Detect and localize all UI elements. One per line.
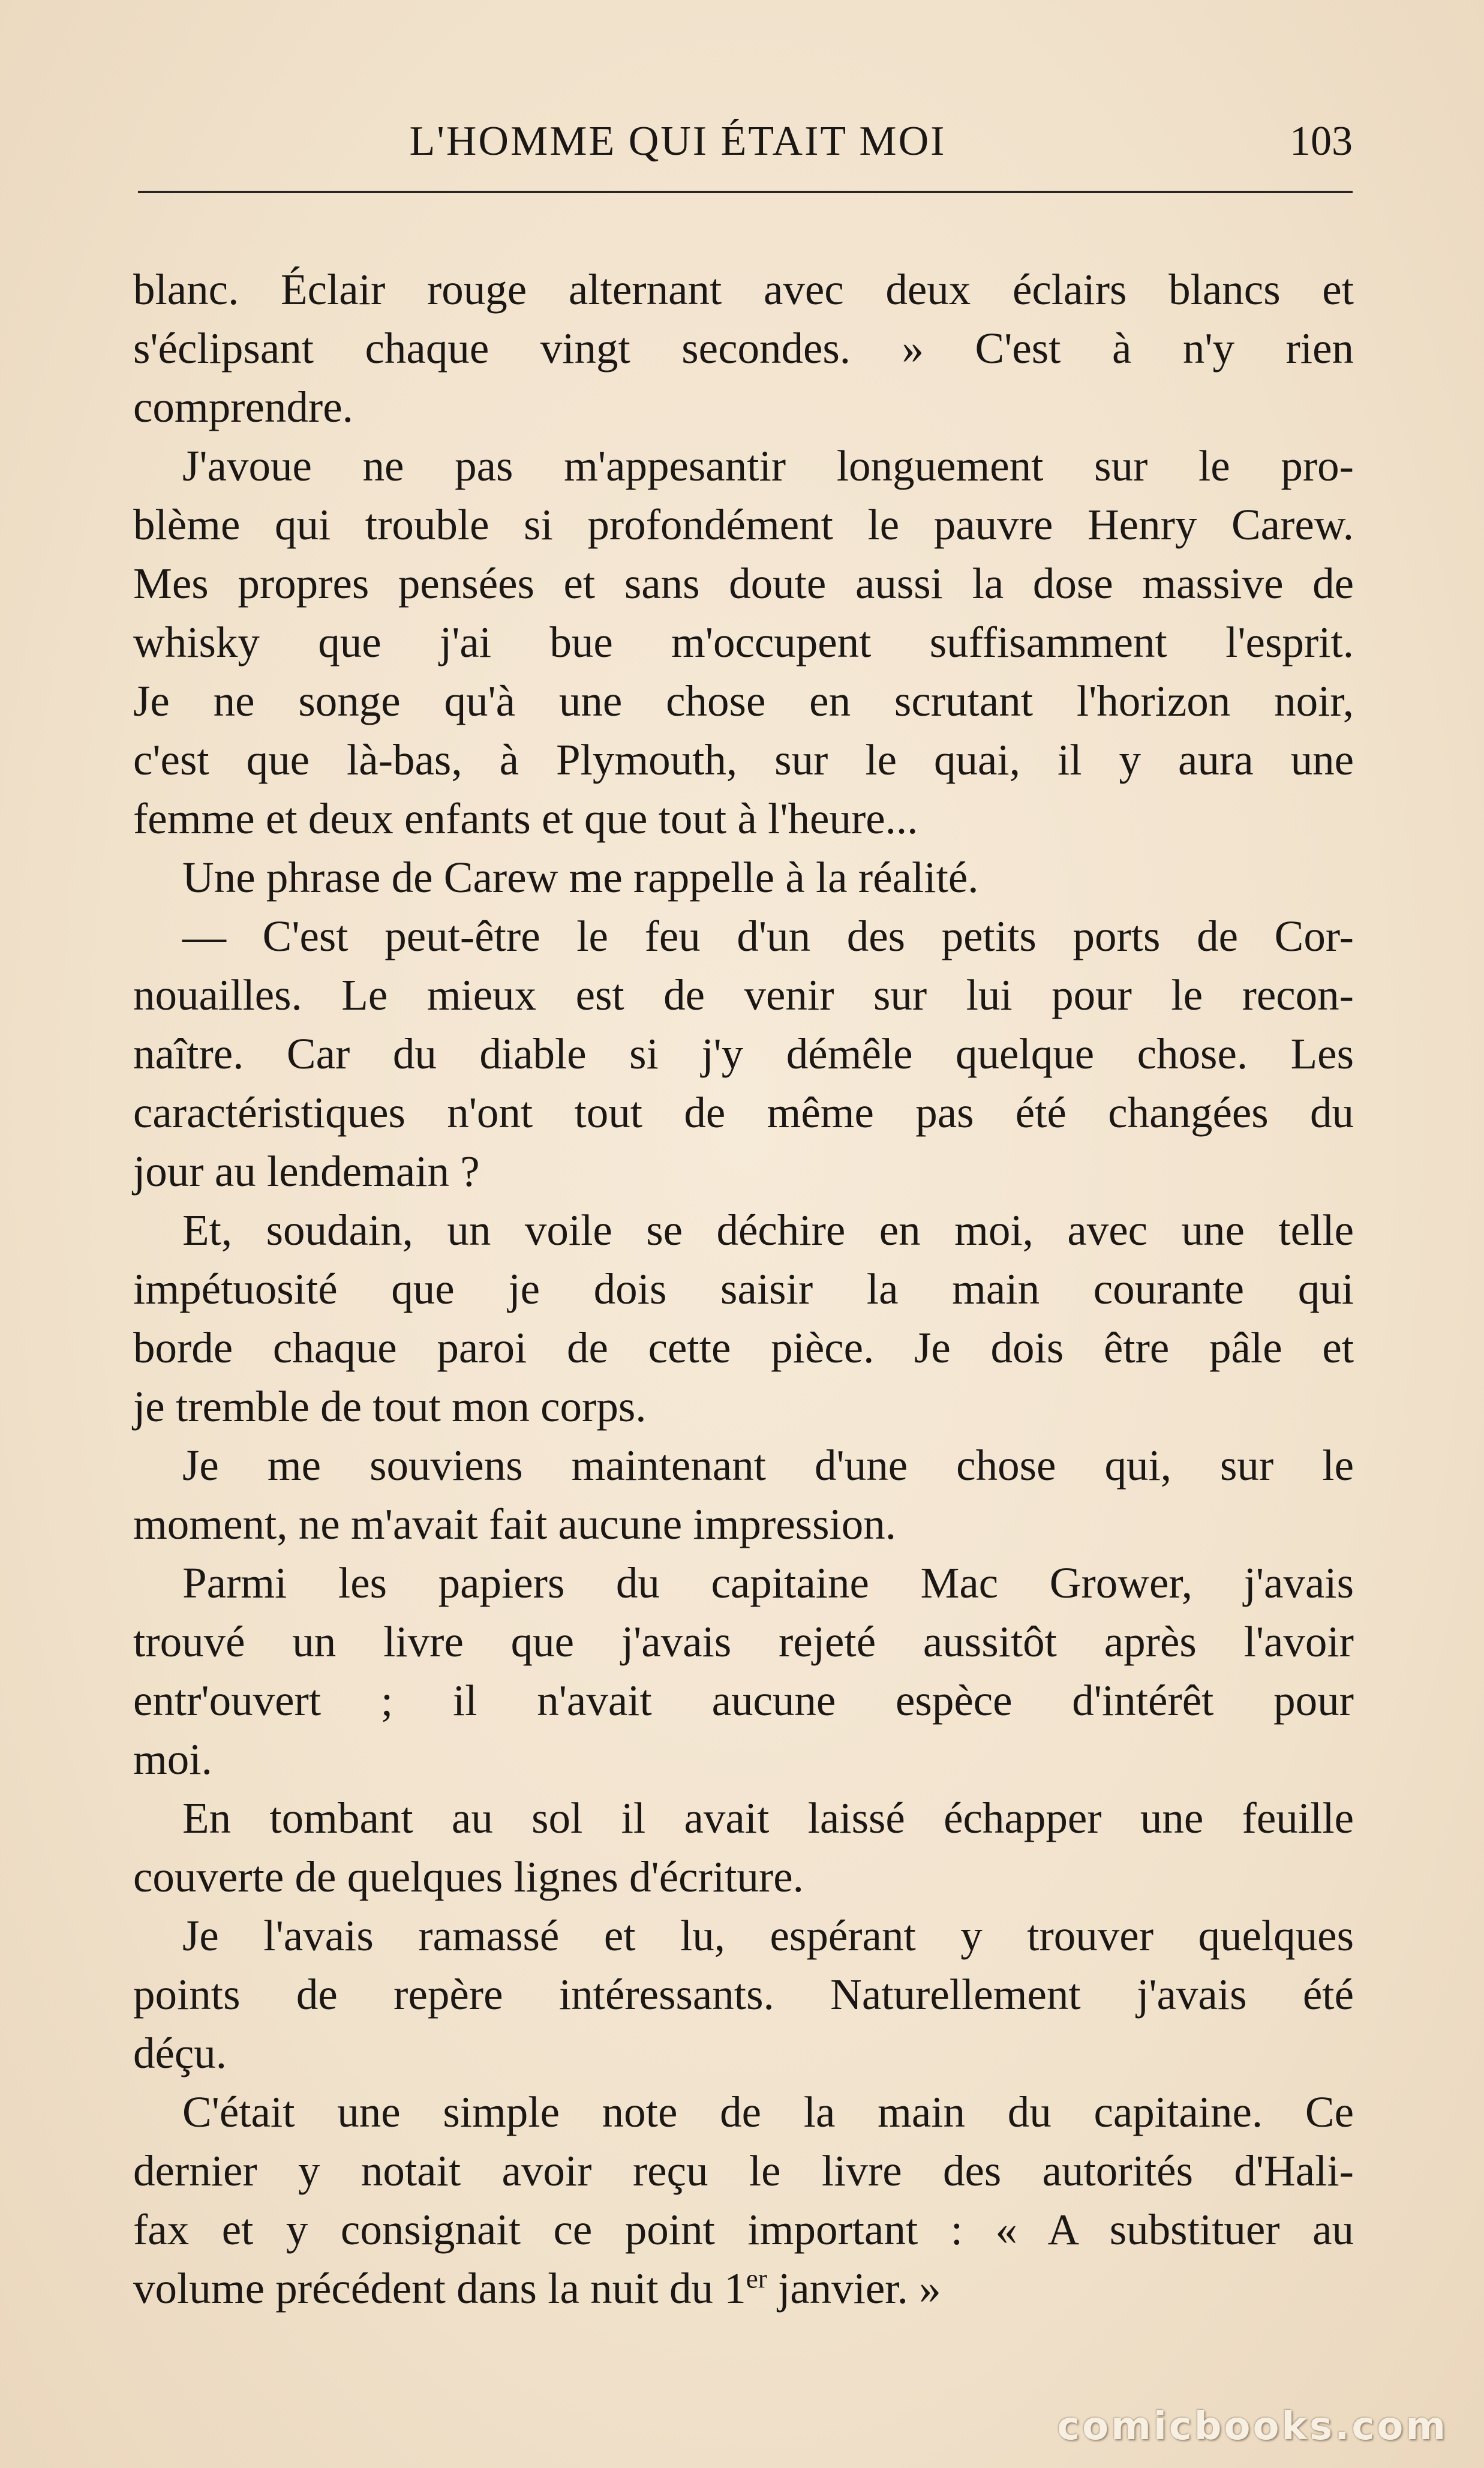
running-title: L'HOMME QUI ÉTAIT MOI <box>409 118 947 164</box>
text-line: J'avoue ne pas m'appesantir longuement sur le pro- <box>182 442 1354 490</box>
text-line: c'est que là-bas, à Plymouth, sur le quai, il y aura une <box>133 735 1354 784</box>
text-line: caractéristiques n'ont tout de même pas été changées du <box>133 1088 1354 1137</box>
text-line: entr'ouvert ; il n'avait aucune espèce d'intérêt pour <box>133 1676 1354 1725</box>
text-line: naître. Car du diable si j'y démêle quelque chose. Les <box>133 1029 1354 1078</box>
text-line: volume précédent dans la nuit du 1er janvier. » <box>133 2263 941 2313</box>
text-line: Je me souviens maintenant d'une chose qui, sur le <box>182 1441 1354 1490</box>
text-line: je tremble de tout mon corps. <box>133 1382 647 1431</box>
page-number: 103 <box>1290 118 1353 164</box>
text-line: Et, soudain, un voile se déchire en moi, avec une telle <box>182 1206 1354 1254</box>
text-line: fax et y consignait ce point important : « A substituer au <box>133 2205 1354 2254</box>
text-line: — C'est peut-être le feu d'un des petits ports de Cor- <box>182 912 1354 960</box>
text-line: comprendre. <box>133 383 353 431</box>
text-line: borde chaque paroi de cette pièce. Je dois être pâle et <box>133 1323 1354 1372</box>
text-line: points de repère intéressants. Naturellement j'avais été <box>133 1970 1354 2019</box>
text-line: Je l'avais ramassé et lu, espérant y trouver quelques <box>182 1911 1354 1960</box>
text-line: C'était une simple note de la main du capitaine. Ce <box>182 2088 1354 2136</box>
text-line: impétuosité que je dois saisir la main courante qui <box>133 1265 1354 1313</box>
text-line: moment, ne m'avait fait aucune impression. <box>133 1500 897 1548</box>
body-text <box>133 260 1354 2318</box>
text-line: whisky que j'ai bue m'occupent suffisamment l'esprit. <box>133 618 1354 666</box>
watermark: comicbooks.com <box>1057 2404 1448 2449</box>
text-line: blanc. Éclair rouge alternant avec deux éclairs blancs et <box>133 265 1354 314</box>
text-line: couverte de quelques lignes d'écriture. <box>133 1852 804 1901</box>
text-line: jour au lendemain ? <box>133 1147 480 1196</box>
text-line: dernier y notait avoir reçu le livre des autorités d'Hali- <box>133 2146 1354 2195</box>
text-line: Mes propres pensées et sans doute aussi la dose massive de <box>133 559 1354 608</box>
header-rule <box>138 191 1353 193</box>
text-line: blème qui trouble si profondément le pauvre Henry Carew. <box>133 500 1354 549</box>
page-header <box>138 109 1353 175</box>
text-line: moi. <box>133 1735 212 1784</box>
text-line: femme et deux enfants et que tout à l'heure... <box>133 794 918 843</box>
text-line: En tombant au sol il avait laissé échapper une feuille <box>182 1794 1354 1842</box>
text-line: s'éclipsant chaque vingt secondes. » C'est à n'y rien <box>133 324 1354 373</box>
text-line: Parmi les papiers du capitaine Mac Grower, j'avais <box>182 1559 1354 1607</box>
text-line: nouailles. Le mieux est de venir sur lui pour le recon- <box>133 971 1354 1019</box>
text-line: trouvé un livre que j'avais rejeté aussitôt après l'avoir <box>133 1617 1354 1666</box>
text-line: Je ne songe qu'à une chose en scrutant l'horizon noir, <box>133 677 1354 725</box>
text-line: Une phrase de Carew me rappelle à la réalité. <box>182 853 979 902</box>
text-line: déçu. <box>133 2029 227 2077</box>
